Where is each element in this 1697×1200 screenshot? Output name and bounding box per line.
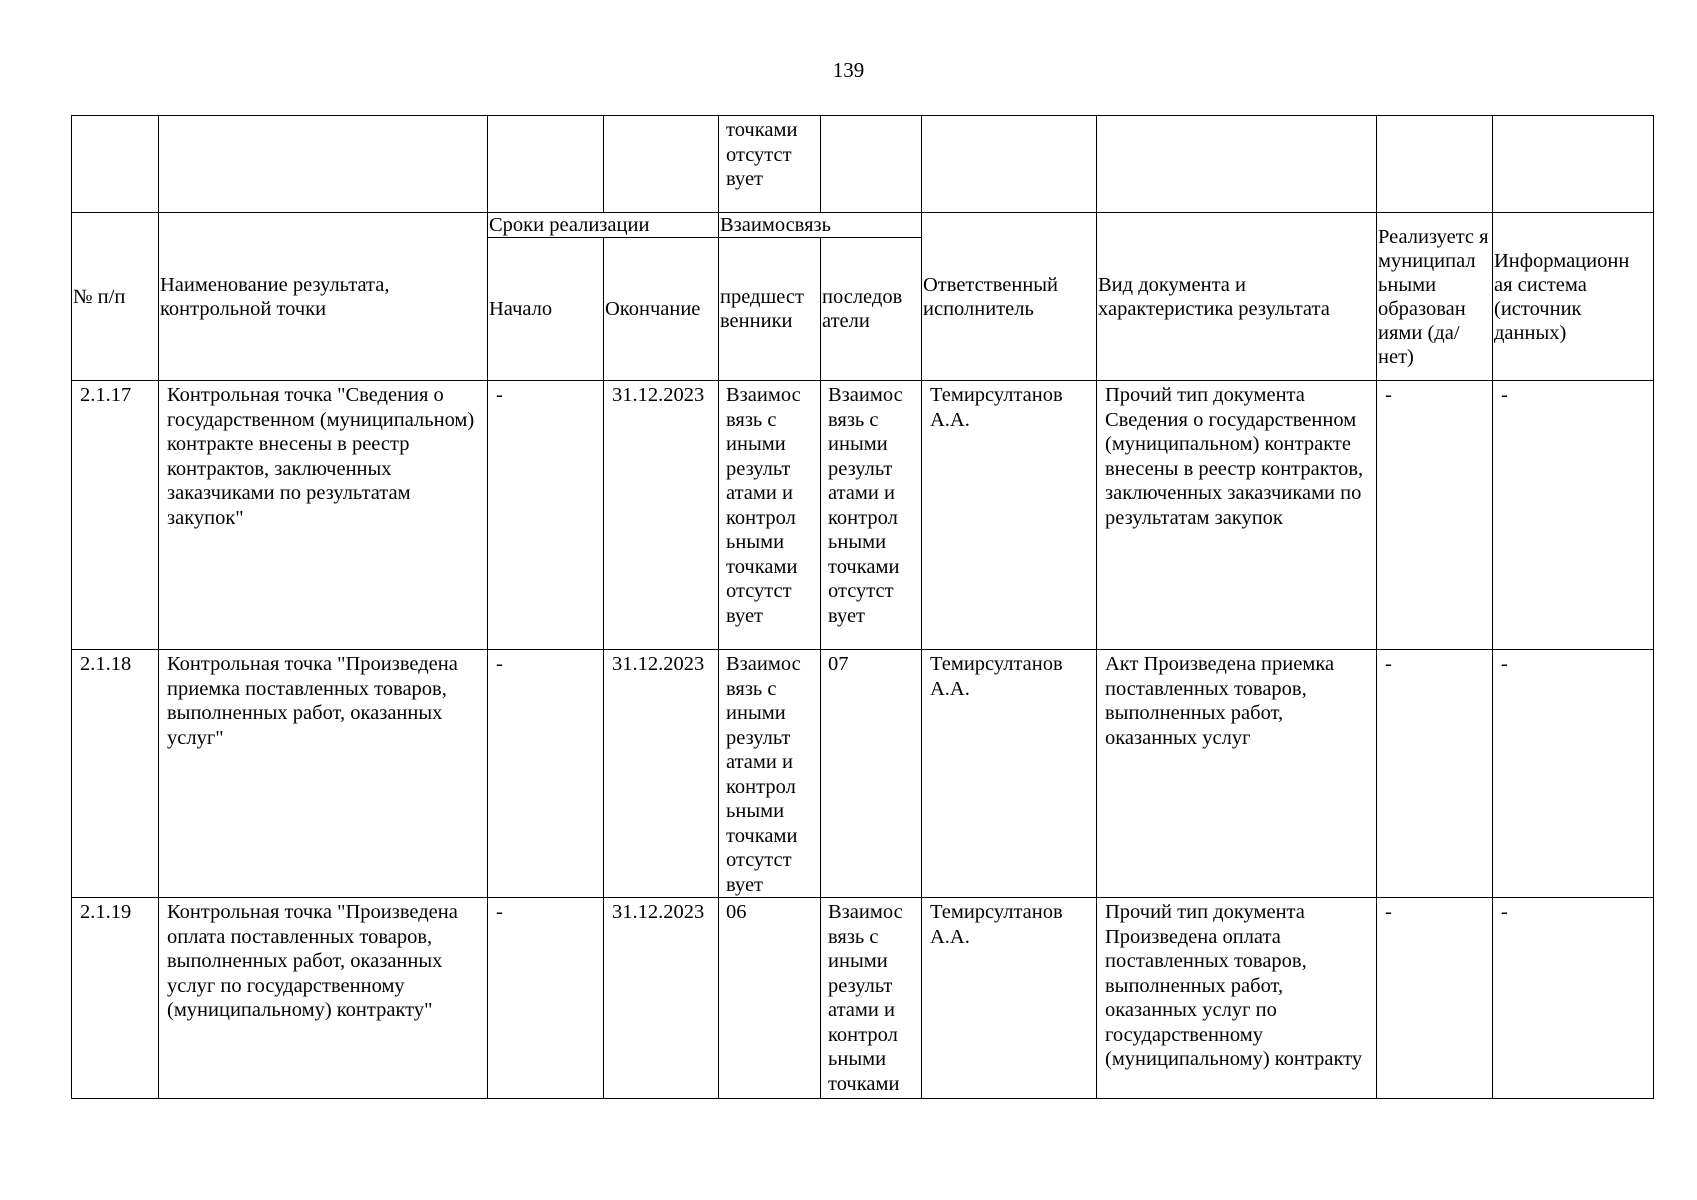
cell-successors: Взаимос вязь с иными результ атами и контрол ьными точками отсутст вует bbox=[821, 381, 922, 650]
cell-responsible: Темирсултанов А.А. bbox=[922, 381, 1097, 650]
header-end: Окончание bbox=[604, 238, 719, 381]
cell-empty bbox=[922, 116, 1097, 213]
cell-empty bbox=[1377, 116, 1493, 213]
page-number: 139 bbox=[832, 58, 865, 82]
cell-responsible: Темирсултанов А.А. bbox=[922, 650, 1097, 898]
header-infosystem: Информационн ая система (источник данных) bbox=[1493, 213, 1654, 381]
cell-predecessors: 06 bbox=[719, 898, 821, 1099]
cell-num: 2.1.17 bbox=[72, 381, 159, 650]
header-responsible: Ответственный исполнитель bbox=[922, 213, 1097, 381]
cell-name: Контрольная точка "Произведена приемка поставленных товаров, выполненных работ, оказанных услуг" bbox=[159, 650, 488, 898]
table-row bbox=[72, 650, 1654, 898]
cell-name: Контрольная точка "Сведения о государственном (муниципальном) контракте внесены в реестр контрактов, заключенных заказчиками по результатам закупок" bbox=[159, 381, 488, 650]
cell-empty bbox=[159, 116, 488, 213]
cell-end: 31.12.2023 bbox=[604, 898, 719, 1099]
cell-predecessors: Взаимос вязь с иными результ атами и контрол ьными точками отсутст вует bbox=[719, 381, 821, 650]
header-municipal: Реализуетс я муниципал ьными образован иями (да/нет) bbox=[1377, 213, 1493, 381]
header-document: Вид документа и характеристика результата bbox=[1097, 213, 1377, 381]
cell-num: 2.1.18 bbox=[72, 650, 159, 898]
header-start: Начало bbox=[488, 238, 604, 381]
cell-predecessors: Взаимос вязь с иными результ атами и контрол ьными точками отсутст вует bbox=[719, 650, 821, 898]
continuation-row bbox=[72, 116, 1654, 213]
control-points-table bbox=[71, 115, 1654, 1099]
cell-municipal: - bbox=[1377, 898, 1493, 1099]
cell-successors: 07 bbox=[821, 650, 922, 898]
header-group-deadlines: Сроки реализации bbox=[488, 213, 719, 238]
header-row-groups bbox=[72, 213, 1654, 238]
cell-name: Контрольная точка "Произведена оплата поставленных товаров, выполненных работ, оказанных услуг по государственному (муниципальному) контракту" bbox=[159, 898, 488, 1099]
cell-infosystem: - bbox=[1493, 898, 1654, 1099]
cell-predecessors: точками отсутст вует bbox=[719, 116, 821, 213]
cell-document: Прочий тип документа Сведения о государственном (муниципальном) контракте внесены в реестр контрактов, заключенных заказчиками по результатам закупок bbox=[1097, 381, 1377, 650]
cell-responsible: Темирсултанов А.А. bbox=[922, 898, 1097, 1099]
table-row bbox=[72, 381, 1654, 650]
cell-empty bbox=[488, 116, 604, 213]
cell-start: - bbox=[488, 898, 604, 1099]
cell-municipal: - bbox=[1377, 381, 1493, 650]
cell-document: Прочий тип документа Произведена оплата поставленных товаров, выполненных работ, оказанных услуг по государственному (муниципальному) контракту bbox=[1097, 898, 1377, 1099]
cell-infosystem: - bbox=[1493, 650, 1654, 898]
header-num: № п/п bbox=[72, 213, 159, 381]
cell-empty bbox=[72, 116, 159, 213]
cell-start: - bbox=[488, 650, 604, 898]
header-name: Наименование результата, контрольной точки bbox=[159, 213, 488, 381]
cell-successors: Взаимос вязь с иными результ атами и контрол ьными точками bbox=[821, 898, 922, 1099]
cell-empty bbox=[821, 116, 922, 213]
cell-end: 31.12.2023 bbox=[604, 381, 719, 650]
cell-municipal: - bbox=[1377, 650, 1493, 898]
header-group-relation: Взаимосвязь bbox=[719, 213, 922, 238]
cell-empty bbox=[604, 116, 719, 213]
header-successors: последов атели bbox=[821, 238, 922, 381]
cell-document: Акт Произведена приемка поставленных товаров, выполненных работ, оказанных услуг bbox=[1097, 650, 1377, 898]
cell-empty bbox=[1493, 116, 1654, 213]
cell-start: - bbox=[488, 381, 604, 650]
cell-infosystem: - bbox=[1493, 381, 1654, 650]
table-row bbox=[72, 898, 1654, 1099]
cell-end: 31.12.2023 bbox=[604, 650, 719, 898]
cell-empty bbox=[1097, 116, 1377, 213]
header-predecessors: предшест венники bbox=[719, 238, 821, 381]
cell-num: 2.1.19 bbox=[72, 898, 159, 1099]
